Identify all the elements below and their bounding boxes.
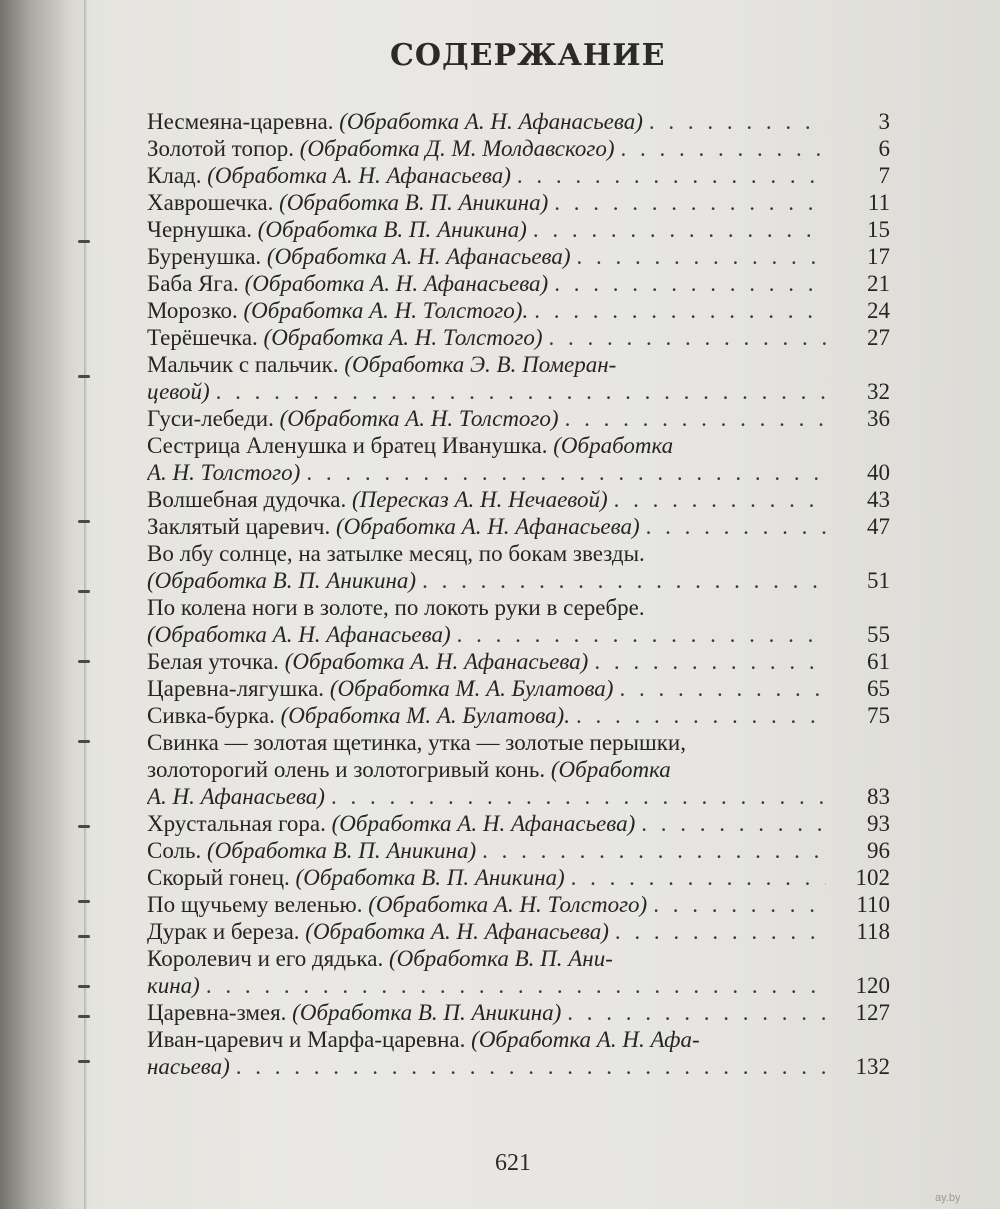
toc-credit: (Обработка А. Н. Толстого). — [243, 298, 529, 323]
toc-title: Баба Яга. — [147, 271, 245, 296]
toc-credit: А. Н. Афанасьева) — [147, 784, 325, 809]
toc-entry-line-continued — [147, 945, 890, 972]
toc-entry — [147, 648, 890, 675]
page-title: СОДЕРЖАНИЕ — [390, 38, 666, 73]
toc-page-number: 51 — [867, 568, 890, 593]
toc-entry — [147, 513, 890, 540]
toc-entry-line — [147, 972, 890, 999]
dot-leader — [549, 324, 826, 351]
dot-leader — [331, 783, 826, 810]
toc-title: Сивка-бурка. — [147, 703, 281, 728]
toc-entry-line — [147, 837, 890, 864]
toc-page-number: 27 — [867, 325, 890, 350]
stitch-mark — [78, 900, 90, 903]
toc-credit: (Обработка М. А. Булатова). — [280, 703, 570, 728]
toc-title: Дурак и береза. — [147, 919, 306, 944]
toc-entry-line — [147, 108, 890, 135]
toc-page-number: 7 — [878, 163, 890, 188]
toc-title: Буренушка. — [147, 244, 267, 269]
toc-credit: насьева) — [147, 1054, 230, 1079]
toc-entry — [147, 1026, 890, 1080]
toc-entry — [147, 162, 890, 189]
toc-credit: (Обработка М. А. Булатова) — [329, 676, 614, 701]
toc-page-number: 55 — [867, 622, 890, 647]
stitch-mark — [78, 1015, 90, 1018]
toc-credit: (Обработка А. Н. Афа- — [471, 1027, 700, 1052]
toc-title: Гуси-лебеди. — [147, 406, 280, 431]
toc-entry — [147, 675, 890, 702]
toc-entry-line-continued — [147, 351, 890, 378]
toc-page-number: 65 — [867, 676, 890, 701]
dot-leader — [619, 675, 826, 702]
dot-leader — [565, 405, 826, 432]
toc-entry-line — [147, 216, 890, 243]
page-number: 621 — [495, 1150, 531, 1176]
toc-page-number: 120 — [855, 973, 890, 998]
dot-leader — [615, 918, 826, 945]
toc-page-number: 132 — [855, 1054, 890, 1079]
toc-credit: (Обработка — [553, 433, 674, 458]
toc-credit: (Обработка А. Н. Афанасьева) — [305, 919, 609, 944]
toc-title: Несмеяна-царевна. — [147, 109, 340, 134]
toc-credit: (Обработка — [550, 757, 671, 782]
toc-entry-line — [147, 189, 890, 216]
toc-credit: (Обработка А. Н. Афанасьева) — [331, 811, 636, 836]
stitch-mark — [78, 590, 90, 593]
toc-title: Царевна-змея. — [147, 1000, 293, 1025]
toc-credit: (Обработка Д. М. Молдавского) — [299, 136, 615, 161]
toc-entry-line-continued — [147, 540, 890, 567]
toc-title: Во лбу солнце, на затылке месяц, по бокам звезды. — [147, 541, 645, 566]
stitch-mark — [78, 520, 90, 523]
toc-entry — [147, 270, 890, 297]
toc-entry-line — [147, 1053, 890, 1080]
toc-credit: (Обработка В. П. Аникина) — [147, 568, 417, 593]
toc-page-number: 43 — [867, 487, 890, 512]
toc-page-number: 110 — [856, 892, 890, 917]
toc-title: Чернушка. — [147, 217, 258, 242]
toc-title: Волшебная дудочка. — [147, 487, 352, 512]
toc-entry — [147, 486, 890, 513]
dot-leader — [653, 891, 826, 918]
toc-entry — [147, 540, 890, 594]
toc-page-number: 32 — [867, 379, 890, 404]
toc-entry-line — [147, 270, 890, 297]
toc-credit: (Обработка В. П. Аникина) — [295, 865, 565, 890]
toc-credit: (Обработка А. Н. Афанасьева) — [336, 514, 640, 539]
toc-entry — [147, 702, 890, 729]
toc-title: Соль. — [147, 838, 208, 863]
toc-credit: (Обработка В. П. Аникина) — [279, 190, 549, 215]
toc-entry — [147, 729, 890, 810]
toc-entry-line-continued — [147, 432, 890, 459]
toc-credit: (Обработка А. Н. Афанасьева) — [339, 109, 643, 134]
toc-page-number: 6 — [878, 136, 890, 161]
toc-entry — [147, 189, 890, 216]
stitch-mark — [78, 375, 90, 378]
stitch-mark — [78, 825, 90, 828]
toc-title: Белая уточка. — [147, 649, 285, 674]
toc-credit: (Обработка А. Н. Толстого) — [368, 892, 648, 917]
dot-leader — [517, 162, 826, 189]
toc-title: Иван-царевич и Марфа-царевна. — [147, 1027, 472, 1052]
toc-entry-line-continued — [147, 756, 890, 783]
dot-leader — [534, 297, 826, 324]
toc-credit: (Обработка А. Н. Толстого) — [279, 406, 559, 431]
toc-entry-line — [147, 459, 890, 486]
dot-leader — [649, 108, 826, 135]
toc-entry — [147, 405, 890, 432]
toc-page-number: 17 — [867, 244, 890, 269]
toc-entry-line — [147, 243, 890, 270]
toc-entry — [147, 351, 890, 405]
stitch-mark — [78, 985, 90, 988]
toc-title: Королевич и его дядька. — [147, 946, 389, 971]
dot-leader — [554, 270, 826, 297]
stitch-mark — [78, 240, 90, 243]
toc-entry — [147, 243, 890, 270]
dot-leader — [567, 999, 826, 1026]
dot-leader — [236, 1053, 826, 1080]
dot-leader — [482, 837, 826, 864]
dot-leader — [641, 810, 826, 837]
toc-page-number: 47 — [867, 514, 890, 539]
dot-leader — [422, 567, 826, 594]
toc-entry-line — [147, 621, 890, 648]
toc-title: Хаврошечка. — [147, 190, 280, 215]
toc-entry — [147, 810, 890, 837]
toc-title: Терёшечка. — [147, 325, 264, 350]
dot-leader — [306, 459, 826, 486]
toc-page-number: 36 — [867, 406, 890, 431]
toc-entry — [147, 297, 890, 324]
toc-entry-line — [147, 135, 890, 162]
dot-leader — [646, 513, 826, 540]
toc-credit: (Обработка В. П. Ани- — [388, 946, 613, 971]
toc-title: Скорый гонец. — [147, 865, 296, 890]
toc-credit: (Обработка А. Н. Афанасьева) — [266, 244, 571, 269]
toc-page-number: 118 — [856, 919, 890, 944]
toc-title: По колена ноги в золоте, по локоть руки в серебре. — [147, 595, 645, 620]
toc-credit: (Обработка А. Н. Афанасьева) — [284, 649, 589, 674]
toc-credit: А. Н. Толстого) — [147, 460, 301, 485]
toc-credit: (Обработка А. Н. Афанасьева) — [244, 271, 549, 296]
toc-title: Свинка — золотая щетинка, утка — золотые перышки, — [147, 730, 686, 755]
toc-title: Золотой топор. — [147, 136, 300, 161]
toc-page-number: 3 — [878, 109, 890, 134]
toc-page-number: 24 — [867, 298, 890, 323]
toc-page-number: 40 — [867, 460, 890, 485]
toc-title: Хрустальная гора. — [147, 811, 332, 836]
toc-entry-line — [147, 513, 890, 540]
toc-title: По щучьему веленью. — [147, 892, 369, 917]
toc-page-number: 102 — [855, 865, 890, 890]
toc-entry — [147, 135, 890, 162]
toc-entry-line — [147, 378, 890, 405]
stitch-mark — [78, 935, 90, 938]
toc-credit: цевой) — [147, 379, 210, 404]
toc-title: Мальчик с пальчик. — [147, 352, 345, 377]
toc-entry — [147, 837, 890, 864]
page-crease — [84, 0, 87, 1209]
dot-leader — [206, 972, 826, 999]
toc-entry-line — [147, 297, 890, 324]
dot-leader — [554, 189, 826, 216]
toc-title: Клад. — [147, 163, 208, 188]
toc-entry-line — [147, 324, 890, 351]
toc-credit: (Обработка В. П. Аникина) — [292, 1000, 562, 1025]
toc-title: Царевна-лягушка. — [147, 676, 330, 701]
toc-entry — [147, 432, 890, 486]
table-of-contents — [147, 108, 890, 1080]
toc-entry-line-continued — [147, 729, 890, 756]
toc-page-number: 61 — [867, 649, 890, 674]
toc-title: Морозко. — [147, 298, 244, 323]
toc-credit: (Обработка Э. В. Померан- — [344, 352, 617, 377]
toc-credit: кина) — [147, 973, 200, 998]
watermark: ay.by — [935, 1192, 961, 1204]
dot-leader — [577, 243, 826, 270]
dot-leader — [594, 648, 826, 675]
toc-credit: (Обработка В. П. Аникина) — [257, 217, 527, 242]
stitch-mark — [78, 740, 90, 743]
toc-entry-line — [147, 675, 890, 702]
toc-page-number: 75 — [867, 703, 890, 728]
toc-entry-line — [147, 891, 890, 918]
toc-credit: (Пересказ А. Н. Нечаевой) — [351, 487, 608, 512]
toc-page-number: 83 — [867, 784, 890, 809]
toc-entry — [147, 864, 890, 891]
stitch-mark — [78, 660, 90, 663]
stitch-mark — [78, 1060, 90, 1063]
dot-leader — [576, 702, 826, 729]
toc-entry-line — [147, 162, 890, 189]
toc-page-number: 21 — [867, 271, 890, 296]
toc-entry — [147, 999, 890, 1026]
toc-credit: (Обработка А. Н. Толстого) — [263, 325, 543, 350]
toc-credit: (Обработка А. Н. Афанасьева) — [207, 163, 511, 188]
toc-entry-line — [147, 702, 890, 729]
toc-entry-line — [147, 864, 890, 891]
dot-leader — [621, 135, 826, 162]
toc-entry — [147, 918, 890, 945]
toc-page-number: 93 — [867, 811, 890, 836]
book-spine — [0, 0, 92, 1209]
toc-entry-line — [147, 783, 890, 810]
toc-entry — [147, 324, 890, 351]
toc-page-number: 127 — [855, 1000, 890, 1025]
toc-entry-line-continued — [147, 1026, 890, 1053]
toc-entry — [147, 594, 890, 648]
toc-entry-line — [147, 486, 890, 513]
toc-entry-line — [147, 648, 890, 675]
toc-entry-line-continued — [147, 594, 890, 621]
dot-leader — [614, 486, 826, 513]
toc-entry — [147, 216, 890, 243]
toc-page-number: 96 — [867, 838, 890, 863]
toc-title: золоторогий олень и золотогривый конь. — [147, 757, 551, 782]
toc-credit: (Обработка В. П. Аникина) — [207, 838, 477, 863]
toc-entry-line — [147, 918, 890, 945]
toc-title: Сестрица Аленушка и братец Иванушка. — [147, 433, 554, 458]
toc-page-number: 11 — [867, 190, 890, 215]
dot-leader — [216, 378, 826, 405]
toc-entry — [147, 945, 890, 999]
toc-entry — [147, 891, 890, 918]
toc-entry-line — [147, 567, 890, 594]
toc-entry — [147, 108, 890, 135]
toc-title: Заклятый царевич. — [147, 514, 336, 539]
toc-entry-line — [147, 810, 890, 837]
toc-page-number: 15 — [867, 217, 890, 242]
toc-credit: (Обработка А. Н. Афанасьева) — [147, 622, 451, 647]
toc-entry-line — [147, 405, 890, 432]
dot-leader — [457, 621, 826, 648]
toc-entry-line — [147, 999, 890, 1026]
dot-leader — [533, 216, 826, 243]
dot-leader — [571, 864, 826, 891]
